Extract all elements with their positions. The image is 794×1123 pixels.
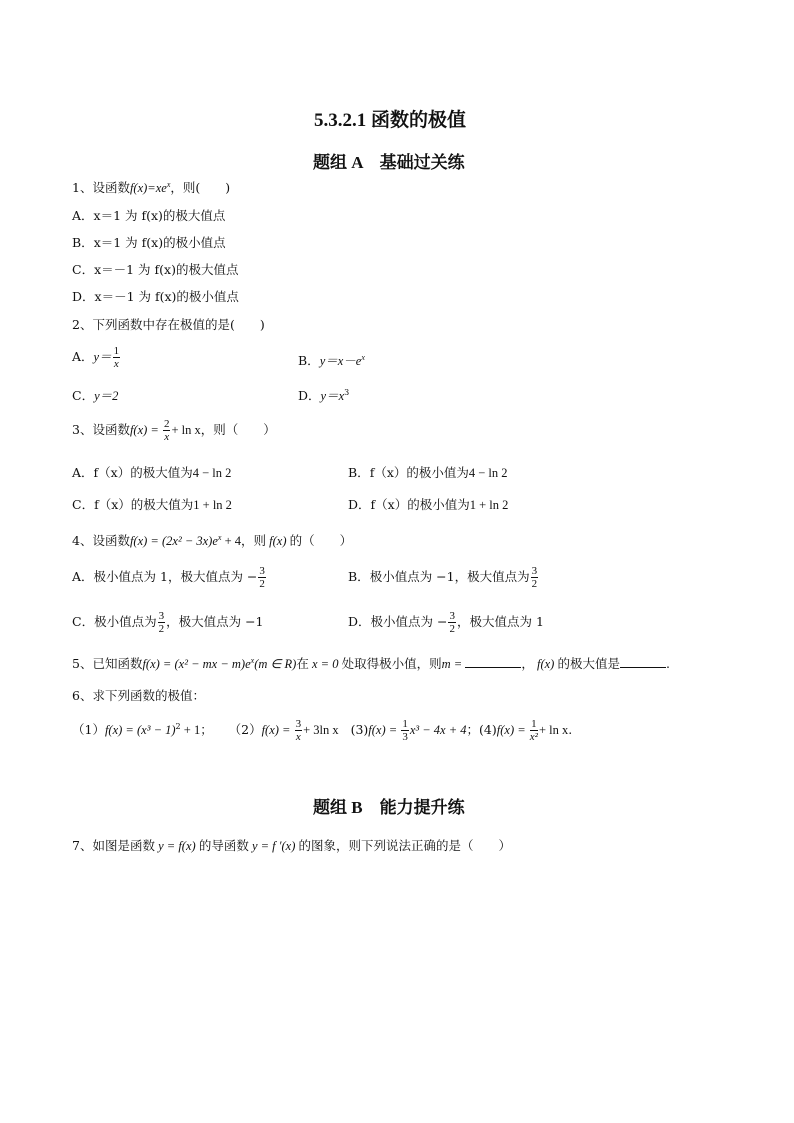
- fraction: $\frac{2}{x}$: [163, 418, 170, 443]
- fraction: $\frac{3}{2}$: [531, 565, 538, 590]
- question-3-option-c: C．f（x）的极大值为1 + ln 2: [72, 497, 232, 512]
- fraction: $\frac{3}{2}$: [158, 610, 165, 635]
- question-7-stem: 7、如图是函数 y = f(x) 的导函数 y = f ′(x) 的图象，则下列说法正确的是（ ）: [72, 838, 512, 853]
- question-2-option-b: B．$y=x-e^x$: [298, 353, 365, 368]
- question-2-stem: 2、下列函数中存在极值的是( ): [72, 317, 265, 332]
- question-2-option-a: A．y＝ $\frac{1}{x}$: [72, 345, 120, 370]
- question-2-option-d: D．$y=x^3$: [298, 388, 350, 403]
- question-1-option-c: C．x＝－1 为 f(x)的极大值点: [72, 262, 239, 277]
- fraction: $\frac{3}{2}$: [259, 565, 265, 590]
- question-6-stem: 6、求下列函数的极值：: [72, 688, 205, 703]
- question-1-option-d: D．x＝－1 为 f(x)的极小值点: [72, 289, 239, 304]
- question-1-option-b: B．x＝1 为 f(x)的极小值点: [72, 235, 226, 250]
- question-5: 5、已知函数f(x) = (x² − mx − $m)e^x(m$ ∈ R)在 x = 0 处取得极小值，则m = ， f(x) 的极大值是 .: [72, 656, 670, 671]
- question-2-option-c: C．y＝2: [72, 388, 119, 403]
- question-4-option-d: D．极小值点为 − $\frac{3}{2}$ ，极大值点为 1: [348, 610, 544, 635]
- fraction: $\frac{1}{\text{x²}}$: [529, 718, 538, 743]
- question-3-stem: 3、设函数f(x) = $\frac{2}{x}$ + ln x，则（ ）: [72, 418, 276, 443]
- fraction: $\frac{3}{2}$: [449, 610, 455, 635]
- page-title: 5.3.2.1 函数的极值: [314, 110, 467, 131]
- fraction: $\frac{1}{x}$: [113, 345, 120, 370]
- question-6-parts: $(1)f(x) = (x^3 - 1)^2 + 1$； （2）f(x) = $\frac{3}{x}$ + 3ln x (3)f(x) = $\frac{1}{3}$ x³ − 4x + 4；(4)f(x) = $\frac{1}{\text{x²}}$ + ln x.: [72, 718, 573, 743]
- answer-blank-m[interactable]: [465, 655, 521, 668]
- question-4-option-a: A．极小值点为 1，极大值点为 − $\frac{3}{2}$: [72, 565, 265, 590]
- section-heading-group-b: 题组 B 能力提升练: [313, 798, 465, 817]
- question-4-option-b: B．极小值点为 −1，极大值点为 $\frac{3}{2}$: [348, 565, 538, 590]
- question-3-option-b: B．f（x）的极小值为4 − ln 2: [348, 465, 508, 480]
- answer-blank-max[interactable]: [620, 655, 666, 668]
- question-1-option-a: A．x＝1 为 f(x)的极大值点: [72, 208, 226, 223]
- fraction: $\frac{3}{x}$: [295, 718, 302, 743]
- section-heading-group-a: 题组 A 基础过关练: [313, 153, 465, 172]
- question-4-stem: 4、设函数$f(x) = (2x^2 - 3x)e^x + 4$，则 f(x) 的（ ）: [72, 533, 353, 548]
- question-3-option-d: D．f（x）的极小值为1 + ln 2: [348, 497, 509, 512]
- question-1-stem: 1、设函数$f(x)=xe^x$，则( ): [72, 180, 231, 195]
- question-3-option-a: A．f（x）的极大值为4 − ln 2: [72, 465, 232, 480]
- question-4-option-c: C．极小值点为 $\frac{3}{2}$ ，极大值点为 −1: [72, 610, 264, 635]
- fraction: $\frac{1}{3}$: [402, 718, 408, 743]
